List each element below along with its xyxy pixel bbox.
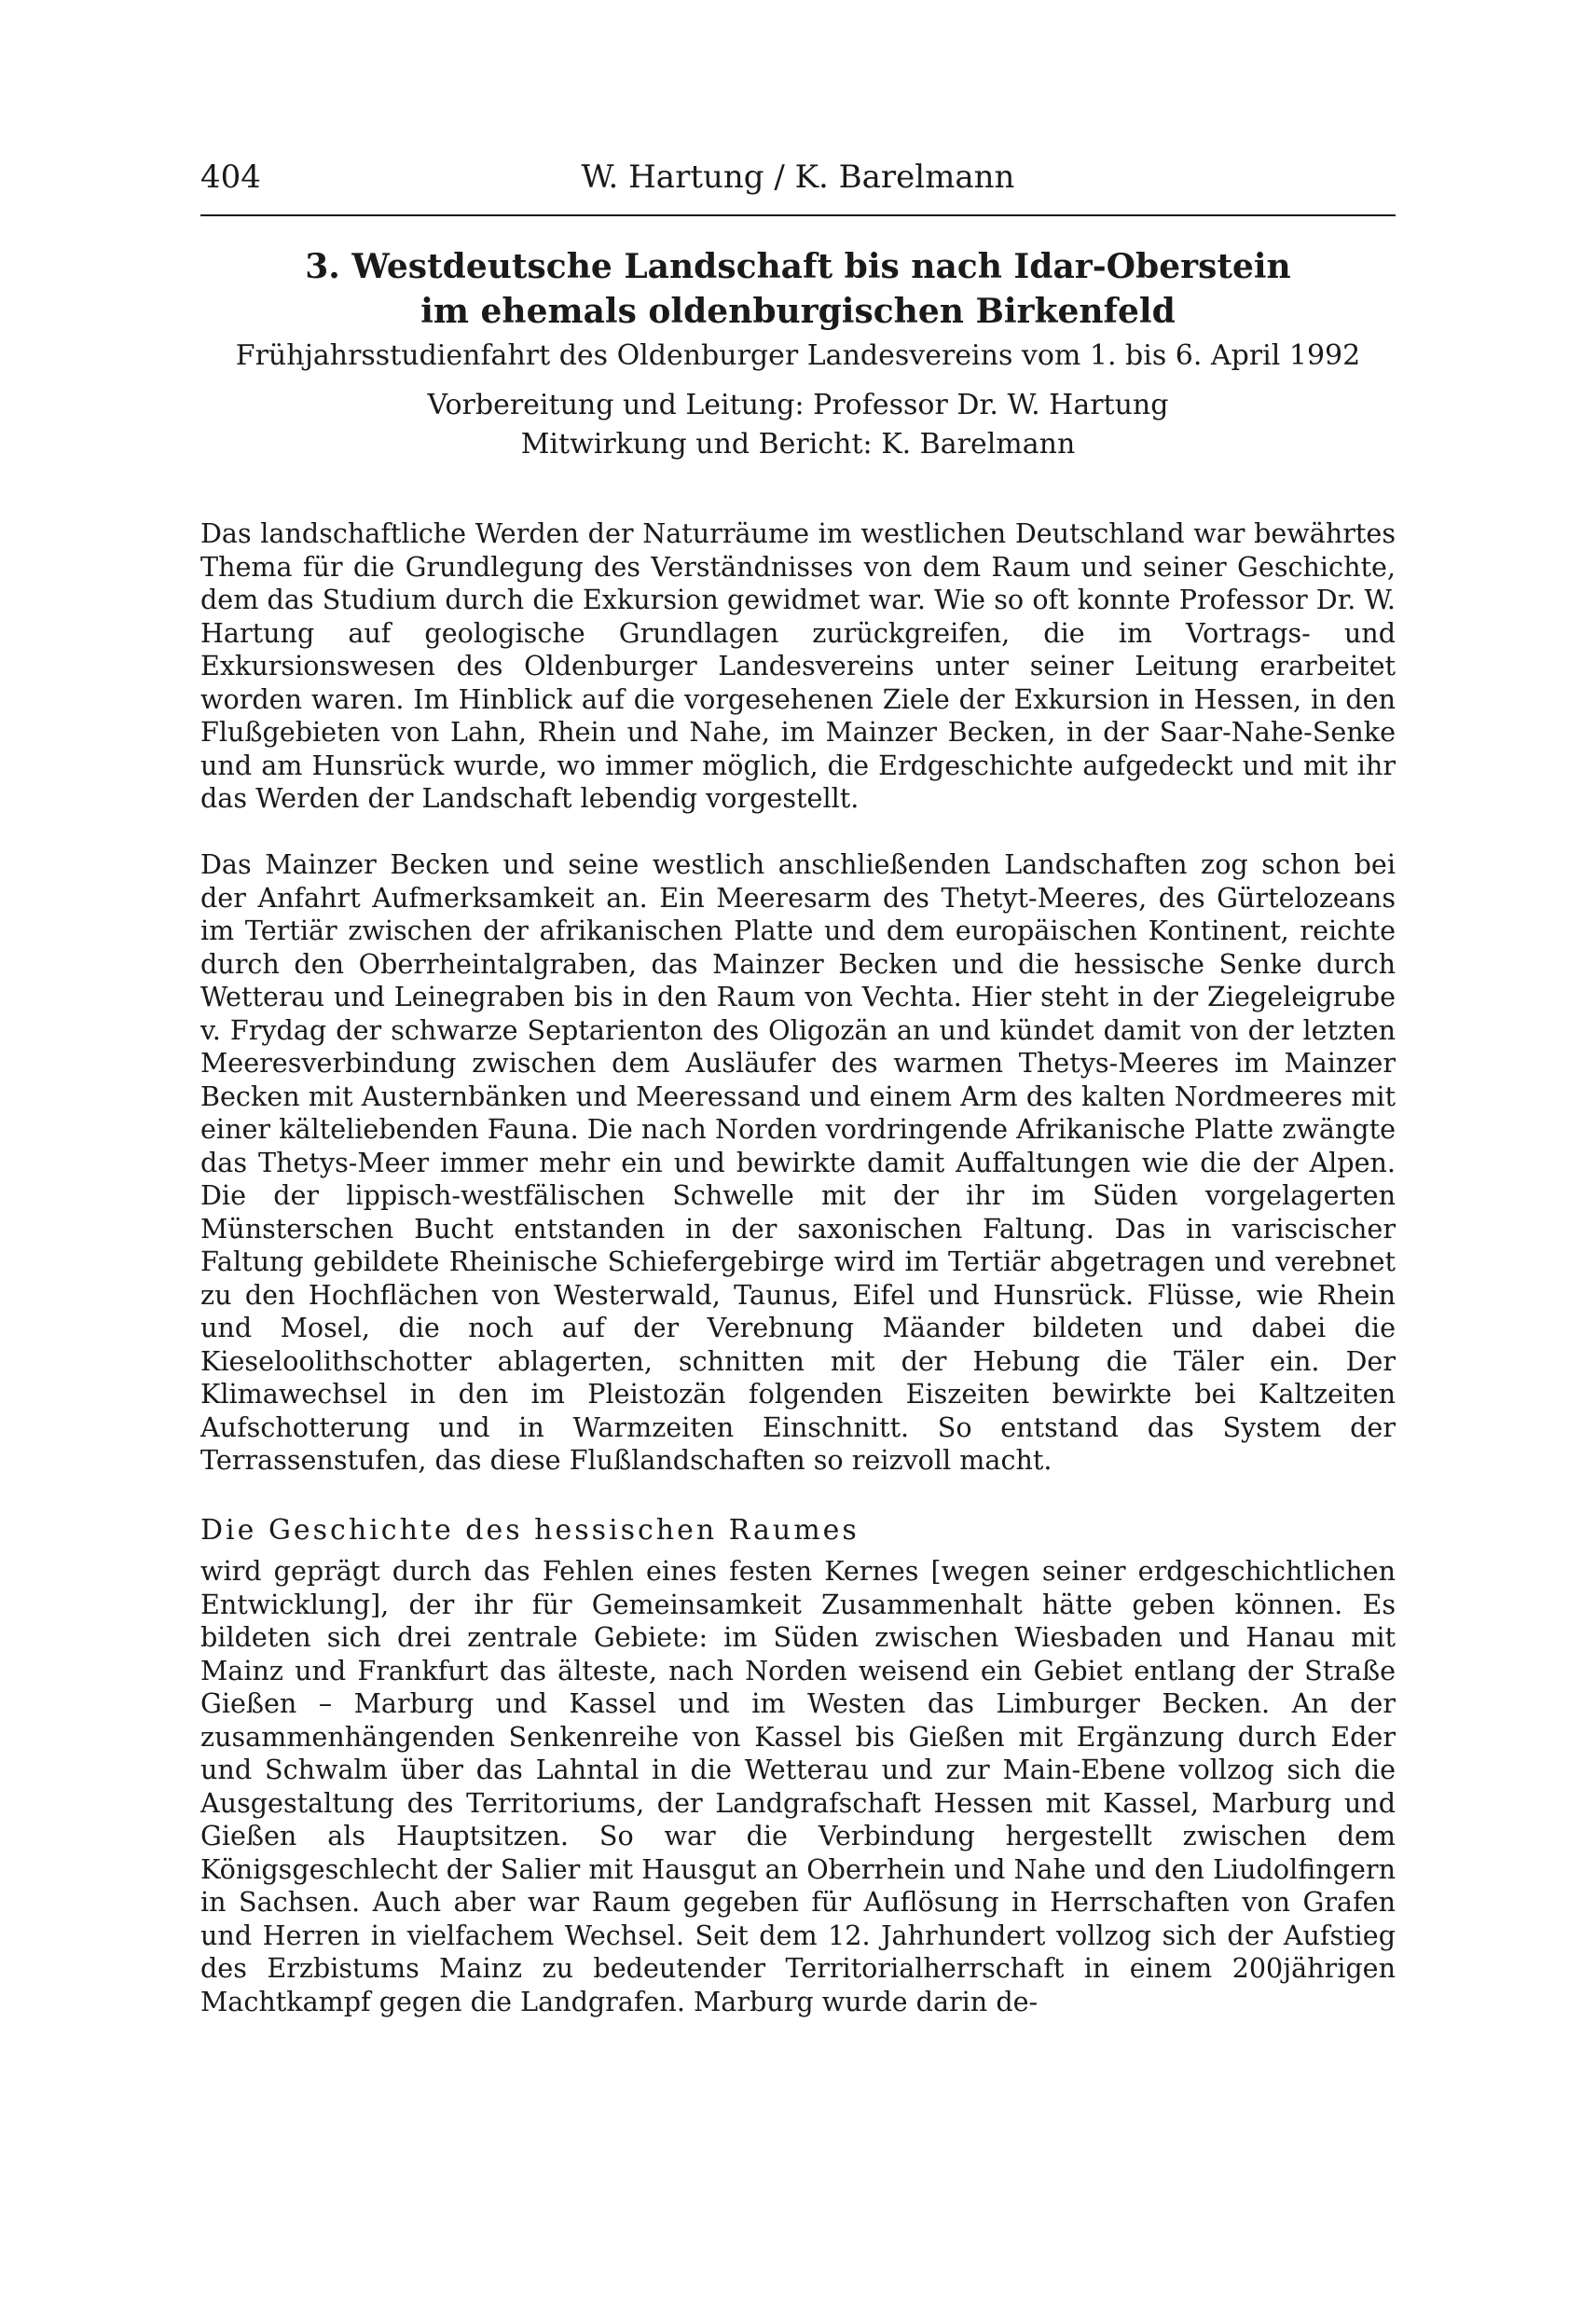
article-title-line-1: 3. Westdeutsche Landschaft bis nach Idar-Oberstein xyxy=(305,247,1291,286)
credit-leadership: Vorbereitung und Leitung: Professor Dr. W. Hartung xyxy=(427,389,1169,421)
article-title-line-2: im ehemals oldenburgischen Birkenfeld xyxy=(420,292,1176,331)
page-number: 404 xyxy=(200,158,261,196)
paragraph-text: wird geprägt durch das Fehlen eines festen Kernes [wegen seiner erdgeschichtlichen Entwicklung], der ihr für Gemeinsamkeit Zusammenhalt hätte geben können. Es bildeten sich drei zentrale Gebiete: im Süden zwischen Wiesbaden und Hanau mit Mainz und Frankfurt das älteste, nach Norden weisend ein Gebiet entlang der Straße Gießen – Marburg und Kassel und im Westen das Limburger Becken. An der zusammenhängenden Senkenreihe von Kassel bis Gießen mit Ergänzung durch Eder und Schwalm über das Lahntal in die Wetterau und zur Main-Ebene vollzog sich die Ausgestaltung des Territoriums, der Landgrafschaft Hessen mit Kassel, Marburg und Gießen als Hauptsitzen. So war die Verbindung hergestellt zwischen dem Königsgeschlecht der Salier mit Hausgut an Oberrhein und Nahe und den Liudolfingern in Sachsen. Auch aber war Raum gegeben für Auflösung in Herrschaften von Grafen und Herren in vielfachem Wechsel. Seit dem 12. Jahrhundert vollzog sich der Aufstieg des Erzbistums Mainz zu bedeutender Territorialherrschaft in einem 200jährigen Machtkampf gegen die Landgrafen. Marburg wurde darin de- xyxy=(200,1555,1396,2017)
title-block xyxy=(200,244,1396,464)
header-rule xyxy=(200,214,1396,216)
body-paragraph-2 xyxy=(200,848,1396,1478)
paragraph-text: Das Mainzer Becken und seine westlich anschließenden Landschaften zog schon bei der Anfahrt Aufmerksamkeit an. Ein Meeresarm des Thetyt-Meeres, des Gürtelozeans im Tertiär zwischen der afrikanischen Platte und dem europäischen Kontinent, reichte durch den Oberrheintalgraben, das Mainzer Becken und die hessische Senke durch Wetterau und Leinegraben bis in den Raum von Vechta. Hier steht in der Ziegeleigrube v. Frydag der schwarze Septarienton des Oligozän an und kündet damit von der letzten Meeresverbindung zwischen dem Ausläufer des warmen Thetys-Meeres im Mainzer Becken mit Austernbänken und Meeressand und einem Arm des kalten Nordmeeres mit einer kälteliebenden Fauna. Die nach Norden vordringende Afrikanische Platte zwängte das Thetys-Meer immer mehr ein und bewirkte damit Auffaltungen wie die der Alpen. Die der lippisch-westfälischen Schwelle mit der ihr im Süden vorgelagerten Münsterschen Bucht entstanden in der saxonischen Faltung. Das in variscischer Faltung gebildete Rheinische Schiefergebirge wird im Tertiär abgetragen und verebnet zu den Hochflächen von Westerwald, Taunus, Eifel und Hunsrück. Flüsse, wie Rhein und Mosel, die noch auf der Verebnung Mäander bildeten und dabei die Kieseloolithschotter ablagerten, schnitten mit der Hebung die Täler ein. Der Klimawechsel in den im Pleistozän folgenden Eiszeiten bewirkte bei Kaltzeiten Aufschotterung und in Warmzeiten Einschnitt. So entstand das System der Terrassenstufen, das diese Flußlandschaften so reizvoll macht. xyxy=(200,848,1396,1476)
running-head xyxy=(200,157,1396,198)
credits xyxy=(200,386,1396,464)
credit-report: Mitwirkung und Bericht: K. Barelmann xyxy=(520,428,1076,461)
body-paragraph-3 xyxy=(200,1555,1396,2018)
body-paragraph-1 xyxy=(200,517,1396,816)
article-subtitle: Frühjahrsstudienfahrt des Oldenburger Landesvereins vom 1. bis 6. April 1992 xyxy=(235,339,1361,372)
section-heading: Die Geschichte des hessischen Raumes xyxy=(200,1514,860,1547)
paragraph-text: Das landschaftliche Werden der Naturräume im westlichen Deutschland war bewährtes Thema für die Grundlegung des Verständnisses von dem Raum und seiner Geschichte, dem das Studium durch die Exkursion gewidmet war. Wie so oft konnte Professor Dr. W. Hartung auf geologische Grundlagen zurückgreifen, die im Vortrags- und Exkursionswesen des Oldenburger Landesvereins unter seiner Leitung erarbeitet worden waren. Im Hinblick auf die vorgesehenen Ziele der Exkursion in Hessen, in den Flußgebieten von Lahn, Rhein und Nahe, im Mainzer Becken, in der Saar-Nahe-Senke und am Hunsrück wurde, wo immer möglich, die Erdgeschichte aufgedeckt und mit ihr das Werden der Landschaft lebendig vorgestellt. xyxy=(200,517,1396,814)
running-title: W. Hartung / K. Barelmann xyxy=(581,158,1015,196)
